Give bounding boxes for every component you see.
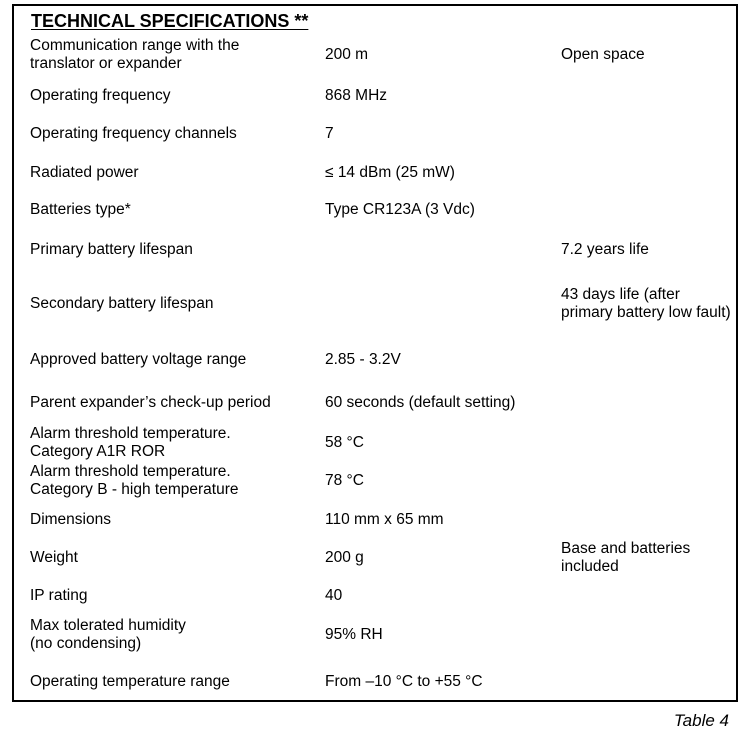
row-note bbox=[561, 161, 731, 185]
row-note bbox=[561, 391, 731, 415]
row-note bbox=[561, 508, 731, 532]
row-note bbox=[561, 122, 731, 146]
row-value: 58 °C bbox=[325, 434, 364, 451]
table-row bbox=[14, 670, 736, 694]
row-value: From –10 °C to +55 °C bbox=[325, 673, 483, 690]
row-label: Operating frequency channels bbox=[30, 125, 237, 142]
table-title: TECHNICAL SPECIFICATIONS ** bbox=[31, 11, 309, 31]
row-note bbox=[561, 424, 731, 462]
row-note: 7.2 years life bbox=[561, 241, 649, 258]
table-row bbox=[14, 198, 736, 222]
row-value bbox=[325, 238, 560, 262]
table-row bbox=[14, 161, 736, 185]
row-label: Operating temperature range bbox=[30, 673, 230, 690]
row-value: ≤ 14 dBm (25 mW) bbox=[325, 164, 455, 181]
row-note: Open space bbox=[561, 46, 645, 63]
table-row bbox=[14, 539, 736, 577]
table-row bbox=[14, 122, 736, 146]
row-label: Max tolerated humidity (no condensing) bbox=[30, 617, 186, 652]
row-value: 60 seconds (default setting) bbox=[325, 394, 516, 411]
table-row bbox=[14, 348, 736, 372]
row-label: Alarm threshold temperature. Category A1R ROR bbox=[30, 425, 231, 460]
row-value: 40 bbox=[325, 587, 343, 604]
row-label: Weight bbox=[30, 549, 78, 566]
table-row bbox=[14, 508, 736, 532]
row-note bbox=[561, 616, 731, 654]
row-value: 7 bbox=[325, 125, 334, 142]
row-value: 200 g bbox=[325, 549, 364, 566]
row-value: 110 mm x 65 mm bbox=[325, 511, 444, 528]
row-label: Alarm threshold temperature. Category B - high temperature bbox=[30, 463, 239, 498]
row-label: Primary battery lifespan bbox=[30, 241, 193, 258]
row-label: Dimensions bbox=[30, 511, 111, 528]
row-value: 2.85 - 3.2V bbox=[325, 351, 401, 368]
row-value: Type CR123A (3 Vdc) bbox=[325, 201, 475, 218]
row-note: Base and batteries included bbox=[561, 540, 691, 575]
row-note bbox=[561, 584, 731, 608]
row-label: Batteries type* bbox=[30, 201, 131, 218]
row-value: 200 m bbox=[325, 46, 369, 63]
table-row bbox=[14, 462, 736, 500]
table-row bbox=[14, 424, 736, 462]
row-note bbox=[561, 84, 731, 108]
row-value bbox=[325, 276, 560, 332]
row-label: Parent expander’s check-up period bbox=[30, 394, 271, 411]
row-label: Radiated power bbox=[30, 164, 139, 181]
row-note bbox=[561, 348, 731, 372]
table-row bbox=[14, 238, 736, 262]
row-value: 868 MHz bbox=[325, 87, 388, 104]
row-label: Operating frequency bbox=[30, 87, 171, 104]
table-row bbox=[14, 84, 736, 108]
table-caption: Table 4 bbox=[673, 711, 729, 730]
row-note bbox=[561, 462, 731, 500]
row-label: Communication range with the translator or expander bbox=[30, 37, 240, 72]
spec-table-frame bbox=[12, 4, 738, 702]
row-note: 43 days life (after primary battery low fault) bbox=[561, 286, 731, 321]
table-row bbox=[14, 391, 736, 415]
table-row bbox=[14, 276, 736, 332]
row-note bbox=[561, 198, 731, 222]
row-note bbox=[561, 670, 731, 694]
row-value: 95% RH bbox=[325, 626, 383, 643]
row-label: IP rating bbox=[30, 587, 88, 604]
row-label: Secondary battery lifespan bbox=[30, 295, 214, 312]
table-row bbox=[14, 584, 736, 608]
table-row bbox=[14, 616, 736, 654]
row-label: Approved battery voltage range bbox=[30, 351, 247, 368]
row-value: 78 °C bbox=[325, 472, 364, 489]
table-row bbox=[14, 36, 736, 74]
